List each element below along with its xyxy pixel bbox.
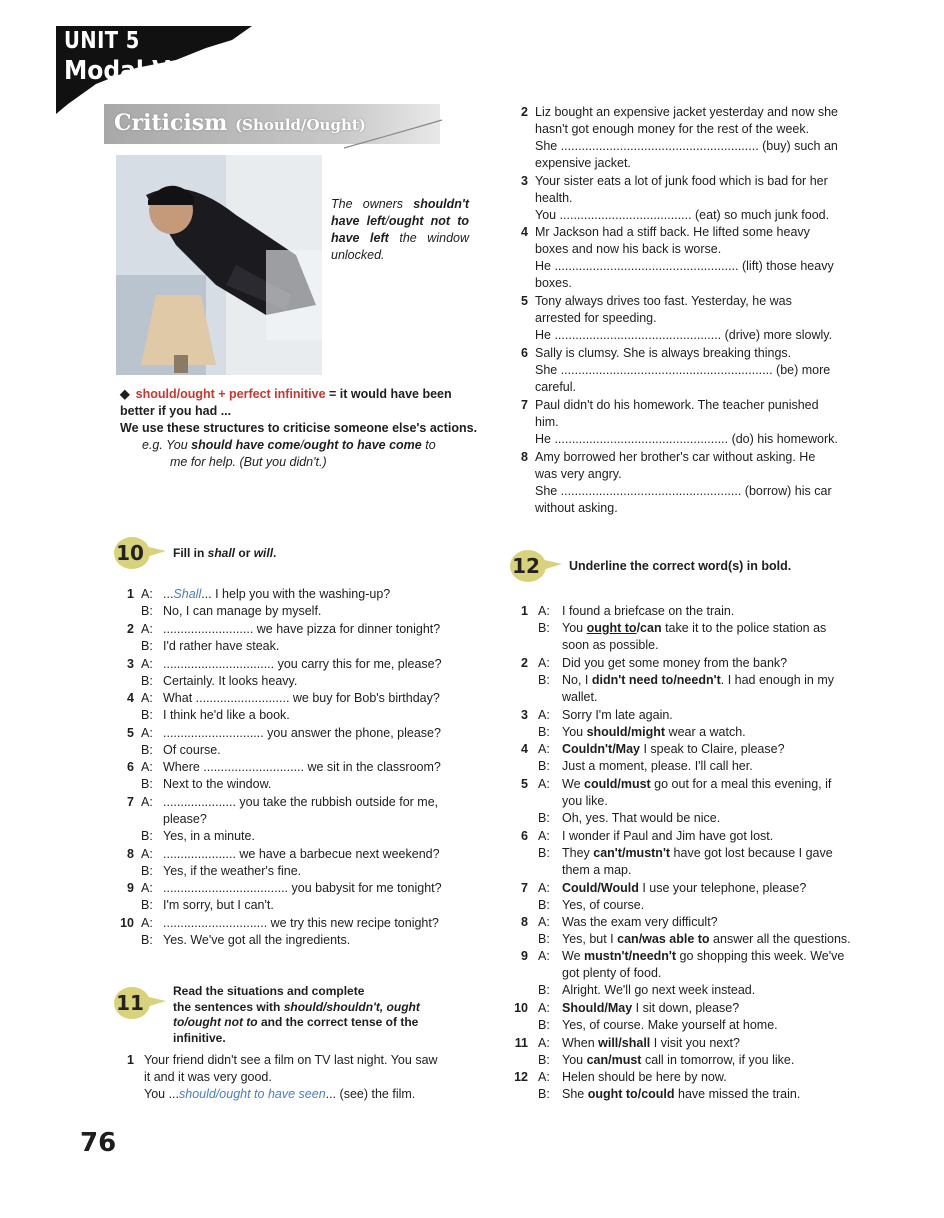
ex10-item — [116, 690, 496, 730]
item-number: 3 — [521, 708, 528, 722]
dialogue-line: Did you get some money from the bank? — [562, 656, 788, 670]
speaker-a-label: A: — [538, 656, 550, 670]
item-line: hasn't got enough money for the rest of the week. — [535, 122, 810, 136]
ex10-item — [116, 794, 496, 843]
ex10-instr-shall: shall — [207, 546, 236, 560]
speaker-b-line: I think he'd like a book. — [163, 708, 290, 722]
item-line: She .................................................... (borrow) his car — [535, 484, 832, 498]
bold-choice-1: should — [586, 725, 628, 739]
dialogue-line — [562, 1052, 794, 1069]
speaker-a-line: Where ............................. we sit in the classroom? — [163, 760, 441, 774]
bold-choice-1: can't — [593, 846, 622, 860]
speaker-a-label: A: — [538, 1036, 550, 1050]
line-pre: You — [562, 1053, 587, 1067]
dialogue-line — [562, 982, 755, 999]
dialogue-line — [562, 914, 718, 931]
item-line: Amy borrowed her brother's car without asking. He — [535, 450, 816, 464]
dialogue-line — [562, 1069, 727, 1086]
speaker-b-label: B: — [538, 898, 550, 912]
bold-choice-1: mustn't — [584, 949, 629, 963]
speaker-a-label: A: — [538, 881, 550, 895]
speaker-a-line — [163, 586, 390, 603]
item-number: 9 — [127, 881, 134, 895]
bold-choice-2: Would — [600, 881, 639, 895]
bold-choice-1: will — [598, 1036, 619, 1050]
item-number: 6 — [127, 760, 134, 774]
dialogue-line — [562, 880, 806, 897]
line-pre: I wonder if Paul and Jim have got lost. — [562, 829, 774, 843]
item-line: He ..................................................... (lift) those heavy — [535, 259, 834, 273]
choice-separator: / — [627, 725, 632, 739]
unit-title: Modal Verbs — [64, 56, 227, 86]
svg-text:11: 11 — [116, 991, 144, 1015]
line-pre: No, I — [562, 673, 592, 687]
speaker-a-line: What ........................... we buy for Bob's birthday? — [163, 691, 440, 705]
line-post: I sit down, please? — [632, 1001, 740, 1015]
speaker-b-label: B: — [141, 777, 153, 791]
speaker-b-line: Of course. — [163, 743, 221, 757]
item-number: 5 — [521, 777, 528, 791]
item-line: arrested for speeding. — [535, 311, 657, 325]
ex11-instr-l2-pre: the sentences with — [173, 999, 284, 1014]
ex11-item-1-pre: You ... — [144, 1087, 179, 1101]
item-number: 4 — [127, 691, 134, 705]
item-number: 8 — [521, 915, 528, 929]
item-number: 1 — [127, 1053, 134, 1067]
speaker-b-label: B: — [141, 829, 153, 843]
exercise-10-instruction — [173, 546, 276, 560]
speaker-a-label: A: — [141, 622, 153, 636]
dialogue-line — [562, 810, 720, 827]
item-number: 12 — [514, 1070, 528, 1084]
dialogue-line — [562, 828, 773, 845]
item-line: was very angry. — [535, 467, 622, 481]
speaker-b-label: B: — [538, 811, 550, 825]
item-number: 2 — [521, 105, 528, 119]
line-pre: Helen should be here by now. — [562, 1070, 727, 1084]
answer-text: Shall — [173, 587, 202, 601]
speaker-a-label: A: — [538, 915, 550, 929]
choice-separator: / — [604, 1001, 608, 1015]
choice-separator: / — [621, 846, 626, 860]
item-number: 6 — [521, 829, 528, 843]
item-line: She ......................................................... (buy) such an — [535, 139, 838, 153]
ex11-instr-l4: infinitive. — [173, 1030, 226, 1045]
line-pre: You — [562, 621, 587, 635]
line-post: I use your telephone, please? — [638, 881, 807, 895]
item-number: 5 — [521, 294, 528, 308]
rule-formula: should/ought + perfect infinitive — [135, 387, 326, 401]
item-line: expensive jacket. — [535, 156, 631, 170]
line-pre: Oh, yes. That would be nice. — [562, 811, 721, 825]
bold-choice-2: can — [640, 621, 662, 635]
line-post: go out for a meal this evening, if — [650, 777, 832, 791]
line-pre: them a map. — [562, 863, 632, 877]
item-line: She ............................................................. (be) more — [535, 363, 831, 377]
item-number: 10 — [514, 1001, 528, 1015]
speaker-a-line: .......................... we have pizza for dinner tonight? — [163, 622, 441, 636]
speaker-a-label: A: — [538, 777, 550, 791]
item-line: Sally is clumsy. She is always breaking things. — [535, 346, 792, 360]
dialogue-line — [562, 1000, 739, 1017]
unit-label: UNIT 5 — [64, 28, 140, 54]
line-pre: wallet. — [562, 690, 598, 704]
dialogue-line — [562, 845, 833, 862]
speaker-a-label: A: — [141, 847, 153, 861]
line-pre: We — [562, 777, 584, 791]
line-pre: you like. — [562, 794, 608, 808]
underlined-choice: ought to — [586, 621, 637, 635]
bold-choice-2: must — [611, 1053, 642, 1067]
caption-pre: The owners — [331, 197, 414, 211]
ex11-instr-l3 — [173, 1015, 493, 1031]
speaker-a-line: ..................... we have a barbecue next weekend? — [163, 847, 440, 861]
speaker-a-label: A: — [141, 657, 153, 671]
ex11-instr-l1: Read the situations and complete — [173, 984, 365, 998]
item-line: Mr Jackson had a stiff back. He lifted some heavy — [535, 225, 810, 239]
line-pre: Just a moment, please. I'll call her. — [562, 759, 753, 773]
dialogue-line — [562, 862, 631, 879]
speaker-a-line: .................................... you babysit for me tonight? — [163, 881, 442, 895]
dialogue-line — [562, 1017, 778, 1034]
caption-sep: / — [385, 214, 389, 228]
dialogue-line — [562, 897, 644, 914]
section-title-main: Criticism — [114, 110, 228, 136]
bold-choice-2: needn't — [676, 673, 721, 687]
speaker-a-line: ..................... you take the rubbish outside for me, — [163, 795, 439, 809]
item-number: 1 — [127, 587, 134, 601]
exercise-11-instruction — [173, 984, 493, 1046]
bold-choice-1: Couldn't — [562, 742, 613, 756]
item-line: He .................................................. (do) his homework. — [535, 432, 838, 446]
item-number: 3 — [127, 657, 134, 671]
item-number: 3 — [521, 174, 528, 188]
dialogue-line — [562, 620, 826, 637]
line-pre: ... — [163, 587, 174, 601]
eg-bold-1: should have come — [191, 438, 301, 452]
item-number: 11 — [514, 1036, 528, 1050]
line-pre: She — [562, 1087, 588, 1101]
speaker-a-label: A: — [141, 881, 153, 895]
choice-separator: / — [597, 881, 601, 895]
ex10-item — [116, 759, 496, 799]
choice-separator: / — [618, 1036, 622, 1050]
item-line: him. — [535, 415, 559, 429]
line-post: take it to the police station as — [661, 621, 827, 635]
choice-separator: / — [617, 777, 621, 791]
dialogue-line — [562, 776, 831, 793]
dialogue-line: Sorry I'm late again. — [562, 708, 673, 722]
ex11-instr-l2 — [173, 1000, 493, 1016]
line-pre: soon as possible. — [562, 638, 659, 652]
item-number: 10 — [120, 916, 134, 930]
dialogue-line — [562, 758, 753, 775]
unit-banner — [56, 26, 252, 114]
line-pre: Was the exam very difficult? — [562, 915, 718, 929]
dialogue-line — [562, 741, 785, 758]
choice-separator: / — [608, 1053, 612, 1067]
item-line: health. — [535, 191, 573, 205]
dialogue-line — [562, 793, 608, 810]
ex11-item-1-answer: should/ought to have seen — [179, 1087, 326, 1101]
line-post: I visit you next? — [650, 1036, 740, 1050]
speaker-b-line: No, I can manage by myself. — [163, 604, 322, 618]
rule-line-1 — [120, 386, 480, 420]
ex10-item — [116, 586, 496, 626]
bold-choice-2: could — [641, 1087, 675, 1101]
line-post: have got lost because I gave — [670, 846, 833, 860]
item-line: You ...................................... (eat) so much junk food. — [535, 208, 830, 222]
bold-choice-1: could — [584, 777, 618, 791]
exercise-11-badge — [110, 985, 168, 1024]
speaker-a-label: A: — [538, 949, 550, 963]
exercise-12-instruction: Underline the correct word(s) in bold. — [569, 559, 792, 573]
bold-choice-2: might — [631, 725, 666, 739]
speaker-b-label: B: — [538, 759, 550, 773]
speaker-b-label: B: — [538, 1053, 550, 1067]
speaker-a-line: .............................. we try this new recipe tonight? — [163, 916, 439, 930]
ex10-item — [116, 915, 496, 955]
speaker-b-line: Next to the window. — [163, 777, 272, 791]
ex10-instr-will: will — [253, 546, 274, 560]
speaker-b-label: B: — [141, 708, 153, 722]
speaker-a-line-2: please? — [163, 812, 207, 826]
item-number: 4 — [521, 742, 528, 756]
line-post: have missed the train. — [674, 1087, 801, 1101]
dialogue-line — [562, 1035, 740, 1052]
speaker-b-line: Yes. We've got all the ingredients. — [163, 933, 351, 947]
item-number: 1 — [521, 604, 528, 618]
line-pre: We — [562, 949, 584, 963]
speaker-a-label: A: — [141, 916, 153, 930]
dialogue-line — [562, 637, 659, 654]
item-number: 2 — [521, 656, 528, 670]
exercise-10-number: 10 — [116, 541, 144, 565]
dialogue-line — [562, 948, 844, 965]
ex10-instr-pre: Fill in — [173, 546, 208, 560]
line-post: answer all the questions. — [709, 932, 851, 946]
line-pre: Yes, but I — [562, 932, 618, 946]
dialogue-line — [562, 689, 597, 706]
caption-bold-2: ought not to have left — [331, 214, 469, 245]
speaker-b-label: B: — [538, 621, 550, 635]
ex10-instr-end: . — [273, 546, 277, 560]
bold-choice-2: needn't — [632, 949, 677, 963]
ex11-instr-l2-italic: should/shouldn't, ought — [283, 999, 420, 1014]
item-number: 8 — [127, 847, 134, 861]
item-line: boxes and now his back is worse. — [535, 242, 722, 256]
bold-choice-2: May — [615, 742, 640, 756]
speaker-a-label: A: — [538, 708, 550, 722]
photo-caption — [331, 196, 469, 264]
item-number: 9 — [521, 949, 528, 963]
bold-choice-1: ought to — [587, 1087, 638, 1101]
speaker-b-label: B: — [538, 1087, 550, 1101]
bold-choice-2: May — [607, 1001, 633, 1015]
speaker-a-label: A: — [141, 587, 153, 601]
line-pre: Alright. We'll go next week instead. — [562, 983, 756, 997]
choice-separator: / — [673, 673, 677, 687]
speaker-b-line: Certainly. It looks heavy. — [163, 674, 298, 688]
speaker-a-label: A: — [538, 604, 550, 618]
item-line: without asking. — [535, 501, 618, 515]
section-banner — [104, 104, 444, 150]
bold-choice-1: Should — [562, 1001, 605, 1015]
line-post: I speak to Claire, please? — [640, 742, 785, 756]
speaker-a-label: A: — [141, 691, 153, 705]
speaker-b-label: B: — [538, 725, 550, 739]
caption-bold-1: shouldn't have left — [331, 197, 469, 228]
speaker-b-label: B: — [141, 639, 153, 653]
line-pre: Yes, of course. — [562, 898, 645, 912]
speaker-a-label: A: — [538, 1070, 550, 1084]
line-pre: You — [562, 725, 587, 739]
item-line: Tony always drives too fast. Yesterday, he was — [535, 294, 792, 308]
diamond-bullet-icon: ◆ — [120, 387, 130, 401]
speaker-b-line: I'm sorry, but I can't. — [163, 898, 274, 912]
speaker-b-line: Yes, in a minute. — [163, 829, 255, 843]
dialogue-line — [562, 965, 661, 982]
bold-choice-1: Could — [562, 881, 598, 895]
item-line: boxes. — [535, 276, 572, 290]
ex10-instr-or: or — [235, 546, 254, 560]
item-line: He ................................................ (drive) more slowly. — [535, 328, 833, 342]
bold-choice-2: was able to — [642, 932, 710, 946]
speaker-a-label: A: — [538, 829, 550, 843]
item-number: 5 — [127, 726, 134, 740]
item-line: Paul didn't do his homework. The teacher punished — [535, 398, 819, 412]
dialogue-line — [562, 672, 834, 689]
burglar-photo — [116, 155, 322, 375]
choice-separator: / — [638, 932, 643, 946]
speaker-b-label: B: — [141, 864, 153, 878]
dialogue-line: I found a briefcase on the train. — [562, 604, 735, 618]
speaker-b-label: B: — [141, 674, 153, 688]
exercise-12-badge — [506, 548, 564, 587]
line-post: call in tomorrow, if you like. — [641, 1053, 795, 1067]
line-pre: They — [562, 846, 594, 860]
choice-separator: / — [612, 742, 616, 756]
speaker-a-label: A: — [141, 726, 153, 740]
speaker-b-line: Yes, if the weather's fine. — [163, 864, 302, 878]
speaker-b-label: B: — [141, 604, 153, 618]
item-number: 4 — [521, 225, 528, 239]
ex11-item-1-line-2: it and it was very good. — [144, 1070, 272, 1084]
rule-example — [120, 437, 480, 454]
line-post: ... I help you with the washing-up? — [201, 587, 391, 601]
speaker-b-label: B: — [538, 1018, 550, 1032]
eg-bold-2: ought to have come — [303, 438, 422, 452]
item-number: 7 — [127, 795, 134, 809]
choice-separator: / — [628, 949, 633, 963]
dialogue-line — [562, 724, 746, 741]
line-pre: When — [562, 1036, 599, 1050]
bold-choice-2: shall — [621, 1036, 651, 1050]
bold-choice-1: can — [617, 932, 639, 946]
bold-choice-2: must — [620, 777, 651, 791]
eg-sep: / — [300, 438, 304, 452]
ex10-item — [116, 880, 496, 920]
bold-choice-2: mustn't — [625, 846, 671, 860]
grammar-rule — [120, 386, 480, 471]
choice-separator: / — [636, 621, 641, 635]
line-post: . I had enough in my — [720, 673, 835, 687]
dialogue-line — [562, 931, 851, 948]
speaker-b-label: B: — [538, 983, 550, 997]
dialogue-line — [562, 1086, 800, 1103]
speaker-a-label: A: — [538, 742, 550, 756]
ex10-item — [116, 621, 496, 661]
item-line: Liz bought an expensive jacket yesterday and now she — [535, 105, 838, 119]
choice-separator: / — [637, 1087, 642, 1101]
rule-line-2: We use these structures to criticise someone else's actions. — [120, 421, 478, 435]
ex11-item-1-post: ... (see) the film. — [325, 1087, 416, 1101]
item-number: 7 — [521, 398, 528, 412]
bold-choice-1: didn't need to — [591, 673, 674, 687]
speaker-b-line: I'd rather have steak. — [163, 639, 280, 653]
item-number: 7 — [521, 881, 528, 895]
line-pre: got plenty of food. — [562, 966, 662, 980]
line-pre: Yes, of course. Make yourself at home. — [562, 1018, 778, 1032]
speaker-b-label: B: — [538, 673, 550, 687]
rule-equals: = it would have been better if you had ... — [120, 387, 452, 418]
speaker-b-label: B: — [538, 846, 550, 860]
speaker-a-line: ............................. you answer the phone, please? — [163, 726, 441, 740]
speaker-b-label: B: — [141, 933, 153, 947]
item-line: careful. — [535, 380, 576, 394]
item-number: 6 — [521, 346, 528, 360]
svg-text:12: 12 — [512, 554, 540, 578]
ex11-item-1-line-3 — [144, 1086, 415, 1103]
speaker-b-label: B: — [141, 743, 153, 757]
line-post: go shopping this week. We've — [676, 949, 845, 963]
item-line: Your sister eats a lot of junk food which is bad for her — [535, 174, 828, 188]
speaker-b-label: B: — [538, 932, 550, 946]
section-subtitle: (Should/Ought) — [235, 116, 366, 134]
page-number: 76 — [80, 1128, 117, 1158]
speaker-a-label: A: — [538, 1001, 550, 1015]
ex11-item-1-line-1: Your friend didn't see a film on TV last night. You saw — [144, 1053, 438, 1067]
speaker-b-label: B: — [141, 898, 153, 912]
item-number: 8 — [521, 450, 528, 464]
eg-post: to — [421, 438, 436, 452]
speaker-a-line: ................................ you carry this for me, please? — [163, 657, 442, 671]
item-number: 2 — [127, 622, 134, 636]
ex11-instr-l3-italic: to/ought not to — [173, 1015, 258, 1029]
speaker-a-label: A: — [141, 760, 153, 774]
speaker-a-label: A: — [141, 795, 153, 809]
ex11-instr-l3-post: and the correct tense of the — [257, 1015, 419, 1029]
section-title — [114, 110, 366, 136]
rule-example-line-2: me for help. (But you didn't.) — [170, 455, 327, 469]
eg-pre: e.g. You — [142, 438, 192, 452]
bold-choice-1: can — [586, 1053, 609, 1067]
exercise-10-badge — [110, 535, 168, 574]
line-post: wear a watch. — [665, 725, 746, 739]
caption-post: the window unlocked. — [331, 231, 469, 262]
